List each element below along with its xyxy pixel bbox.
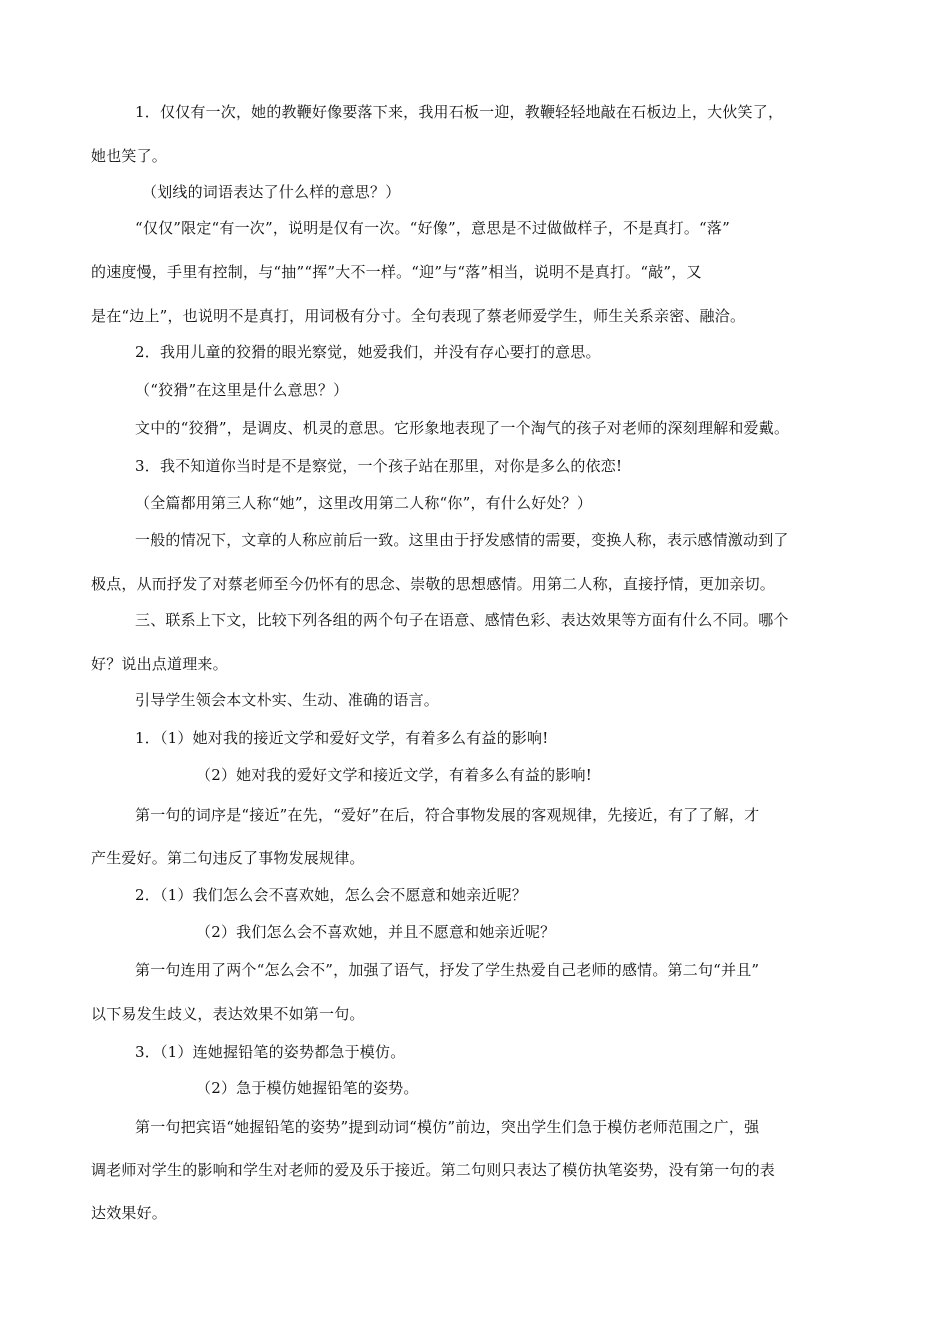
line-15: 好？说出点道理来。 — [91, 655, 228, 673]
line-28: 调老师对学生的影响和学生对老师的爱及乐于接近。第二句则只表达了模仿执笔姿势，没有第一句的表 — [91, 1161, 776, 1179]
line-4: “仅仅”限定“有一次”，说明是仅有一次。“好像”，意思是不过做做样子，不是真打。“落” — [135, 219, 730, 237]
line-9: 文中的“狡猾”，是调皮、机灵的意思。它形象地表现了一个淘气的孩子对老师的深刻理解和爱戴。 — [135, 419, 790, 437]
line-7: 2．我用儿童的狡猾的眼光察觉，她爱我们，并没有存心要打的意思。 — [135, 343, 601, 361]
line-16: 引导学生领会本文朴实、生动、准确的语言。 — [135, 691, 440, 709]
line-20: 产生爱好。第二句违反了事物发展规律。 — [91, 849, 365, 867]
line-8: （“狡猾”在这里是什么意思？） — [135, 381, 349, 399]
line-19: 第一句的词序是“接近”在先，“爱好”在后，符合事物发展的客观规律，先接近，有了了解，才 — [135, 806, 760, 824]
line-29: 达效果好。 — [91, 1204, 168, 1222]
line-23: 第一句连用了两个“怎么会不”，加强了语气，抒发了学生热爱自己老师的感情。第二句“并且” — [135, 961, 760, 979]
line-6: 是在“边上”，也说明不是真打，用词极有分寸。全句表现了蔡老师爱学生，师生关系亲密、融洽。 — [91, 307, 746, 325]
line-26: （2）急于模仿她握铅笔的姿势。 — [196, 1079, 419, 1097]
line-5: 的速度慢，手里有控制，与“抽”“挥”大不一样。“迎”与“落”相当，说明不是真打。“敲”，又 — [91, 263, 702, 281]
line-18: （2）她对我的爱好文学和接近文学，有着多么有益的影响! — [196, 766, 592, 784]
line-25: 3．（1）连她握铅笔的姿势都急于模仿。 — [135, 1043, 406, 1061]
line-12: 一般的情况下，文章的人称应前后一致。这里由于抒发感情的需要，变换人称，表示感情激动到了 — [135, 531, 789, 549]
line-21: 2．（1）我们怎么会不喜欢她，怎么会不愿意和她亲近呢？ — [135, 886, 527, 904]
line-22: （2）我们怎么会不喜欢她，并且不愿意和她亲近呢？ — [196, 923, 556, 941]
line-24: 以下易发生歧义，表达效果不如第一句。 — [91, 1005, 365, 1023]
line-10: 3．我不知道你当时是不是察觉，一个孩子站在那里，对你是多么的依恋! — [135, 457, 623, 475]
line-27: 第一句把宾语“她握铅笔的姿势”提到动词“模仿”前边，突出学生们急于模仿老师范围之广，强 — [135, 1118, 760, 1136]
line-13: 极点，从而抒发了对蔡老师至今仍怀有的思念、崇敬的思想感情。用第二人称，直接抒情，更加亲切。 — [91, 575, 776, 593]
line-14: 三、联系上下文，比较下列各组的两个句子在语意、感情色彩、表达效果等方面有什么不同。哪个 — [135, 611, 789, 629]
line-11: （全篇都用第三人称“她”，这里改用第二人称“你”，有什么好处？） — [135, 494, 593, 512]
line-3: （划线的词语表达了什么样的意思？） — [142, 183, 401, 201]
line-17: 1．（1）她对我的接近文学和爱好文学，有着多么有益的影响! — [135, 729, 549, 747]
line-2: 她也笑了。 — [91, 147, 168, 165]
line-1: 1．仅仅有一次，她的教鞭好像要落下来，我用石板一迎，教鞭轻轻地敲在石板边上，大伙笑了， — [135, 103, 784, 121]
